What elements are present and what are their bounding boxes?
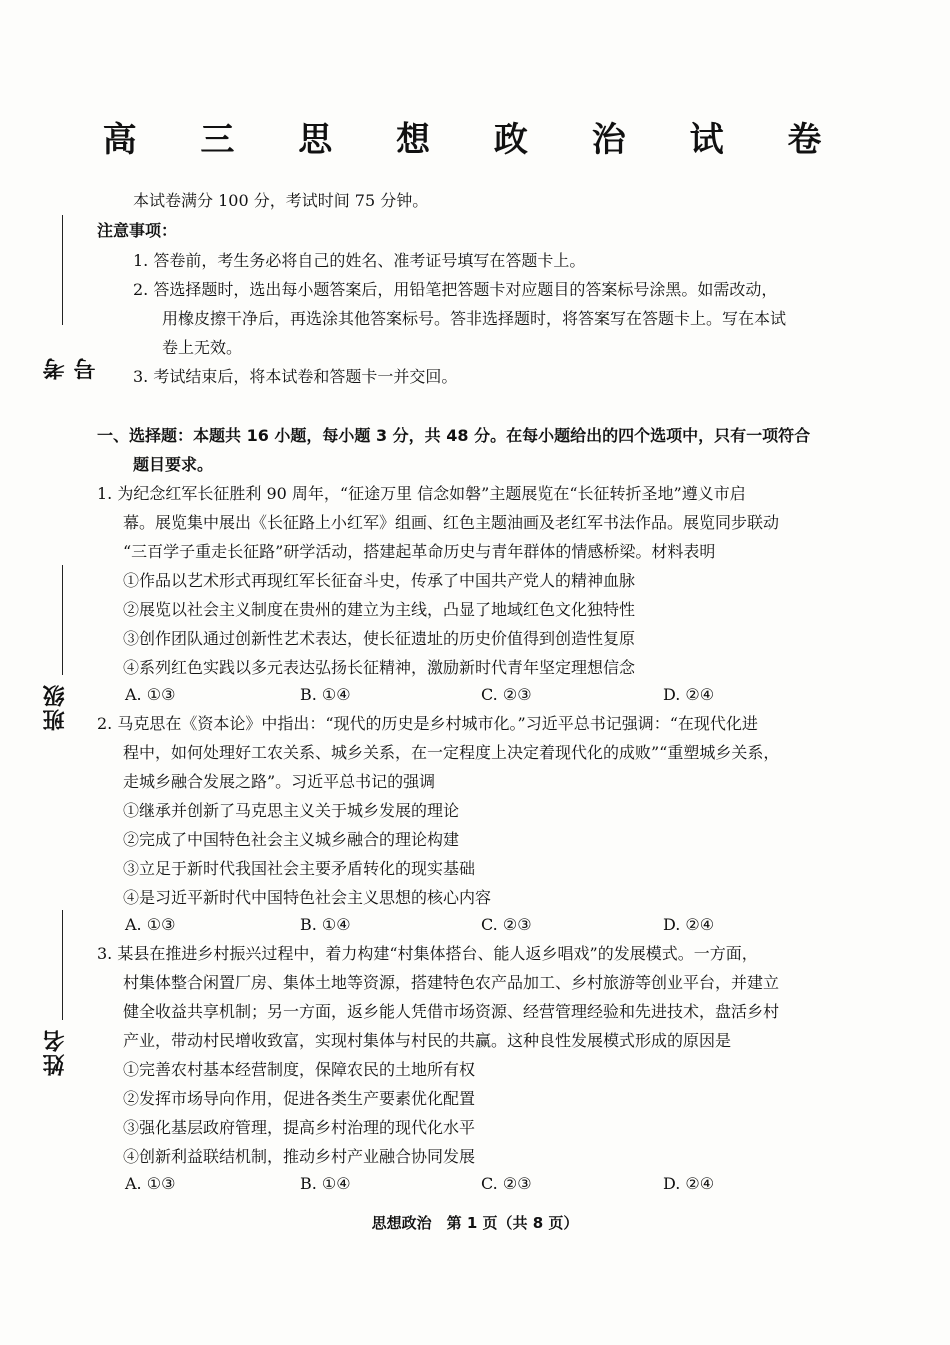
question-2-line: 走城乡融合发展之路”。习近平总书记的强调 [123,772,436,791]
question-3-item: ④创新利益联结机制，推动乡村产业融合协同发展 [123,1147,476,1166]
question-1-line: “三百学子重走长征路”研学活动，搭建起革命历史与青年群体的情感桥梁。材料表明 [123,542,716,561]
question-3-line: 健全收益共享机制；另一方面，返乡能人凭借市场资源、经营管理经验和先进技术，盘活乡村 [123,1002,780,1021]
class-label: 班级 [43,683,68,731]
question-1-item: ①作品以艺术形式再现红军长征奋斗史，传承了中国共产党人的精神血脉 [123,571,636,590]
side-rule [62,565,63,675]
option-b: B. ①④ [300,685,351,704]
question-2-options [0,914,950,936]
intro-text: 本试卷满分 100 分，考试时间 75 分钟。 [133,191,429,210]
option-a: A. ①③ [125,1174,176,1193]
question-1-item: ②展览以社会主义制度在贵州的建立为主线，凸显了地域红色文化独特性 [123,600,636,619]
option-c: C. ②③ [481,685,532,704]
question-2-item: ③立足于新时代我国社会主要矛盾转化的现实基础 [123,859,476,878]
notice-line: 用橡皮擦干净后，再选涂其他答案标号。答非选择题时，将答案写在答题卡上。写在本试 [162,309,787,328]
question-3-options [0,1173,950,1195]
question-1-options [0,684,950,706]
question-1-line: 幕。展览集中展出《长征路上小红军》组画、红色主题油画及老红军书法作品。展览同步联动 [123,513,780,532]
page-footer: 思想政治 第 1 页（共 8 页） [371,1214,579,1232]
option-c: C. ②③ [481,915,532,934]
name-label: 姓名 [43,1028,68,1076]
question-3-line: 产业，带动村民增收致富，实现村集体与村民的共赢。这种良性发展模式形成的原因是 [123,1031,732,1050]
question-3-item: ②发挥市场导向作用，促进各类生产要素优化配置 [123,1089,476,1108]
option-a: A. ①③ [125,915,176,934]
notice-line: 3. 考试结束后，将本试卷和答题卡一并交回。 [133,367,458,386]
side-field-exam-no [40,215,99,380]
side-field-class [40,565,80,735]
option-d: D. ②④ [663,915,715,934]
notice-line: 卷上无效。 [162,338,243,357]
option-a: A. ①③ [125,685,176,704]
side-rule [62,215,63,325]
option-d: D. ②④ [663,1174,715,1193]
question-2-item: ①继承并创新了马克思主义关于城乡发展的理论 [123,801,460,820]
option-b: B. ①④ [300,1174,351,1193]
question-2-item: ④是习近平新时代中国特色社会主义思想的核心内容 [123,888,492,907]
option-c: C. ②③ [481,1174,532,1193]
question-1-line: 1. 为纪念红军长征胜利 90 周年，“征途万里 信念如磐”主题展览在“长征转折圣地”遵义市启 [97,484,746,503]
question-2-item: ②完成了中国特色社会主义城乡融合的理论构建 [123,830,460,849]
question-1-item: ④系列红色实践以多元表达弘扬长征精神，激励新时代青年坚定理想信念 [123,658,636,677]
option-d: D. ②④ [663,685,715,704]
question-1-item: ③创作团队通过创新性艺术表达，使长征遗址的历史价值得到创造性复原 [123,629,636,648]
question-3-line: 村集体整合闲置厂房、集体土地等资源，搭建特色农产品加工、乡村旅游等创业平台，并建立 [123,973,780,992]
question-3-item: ③强化基层政府管理，提高乡村治理的现代化水平 [123,1118,476,1137]
option-b: B. ①④ [300,915,351,934]
question-2-line: 程中，如何处理好工农关系、城乡关系，在一定程度上决定着现代化的成败”“重塑城乡关系， [123,743,780,762]
exam-no-label: 考号 [43,356,99,380]
section-title: 一、选择题：本题共 16 小题，每小题 3 分，共 48 分。在每小题给出的四个选项中，只有一项符合 [97,426,811,445]
question-3-line: 3. 某县在推进乡村振兴过程中，着力构建“村集体搭台、能人返乡唱戏”的发展模式。一方面， [97,944,758,963]
notice-heading: 注意事项： [97,221,178,240]
question-2-line: 2. 马克思在《资本论》中指出：“现代的历史是乡村城市化。”习近平总书记强调：“在现代化进 [97,714,758,733]
exam-title: 高 三 思 想 政 治 试 卷 [102,120,848,160]
notice-line: 1. 答卷前，考生务必将自己的姓名、准考证号填写在答题卡上。 [133,251,586,270]
question-3-item: ①完善农村基本经营制度，保障农民的土地所有权 [123,1060,476,1079]
notice-line: 2. 答选择题时，选出每小题答案后，用铅笔把答题卡对应题目的答案标号涂黑。如需改动， [133,280,778,299]
section-title: 题目要求。 [133,455,214,474]
